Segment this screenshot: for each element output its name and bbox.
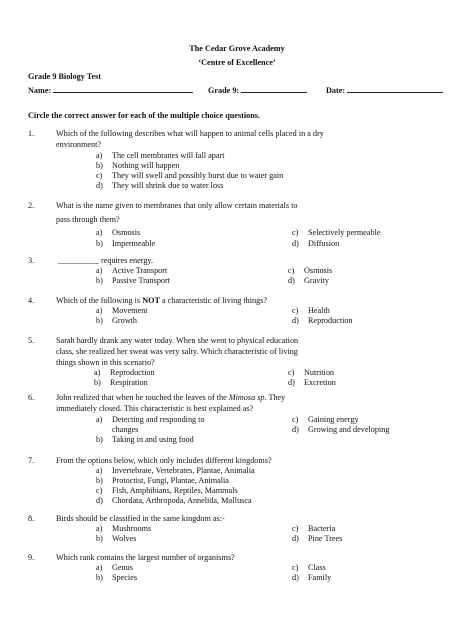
question-number: 8. [28, 514, 35, 523]
option-c[interactable]: c) They will swell and possibly burst due to water gain [96, 171, 284, 180]
answer-blank: __________ [58, 256, 99, 265]
option-d[interactable]: d) Excretion [288, 378, 336, 387]
option-a[interactable]: a) Movement [96, 306, 148, 315]
option-a[interactable]: a) The cell membranes will fall apart [96, 151, 225, 160]
option-c[interactable]: c) Selectively permeable [292, 228, 381, 237]
option-a[interactable]: a) Invertebrate, Vertebrates, Plantae, Animalia [96, 466, 255, 475]
option-c[interactable]: c) Nutrition [288, 368, 335, 377]
date-field[interactable] [347, 92, 443, 93]
option-a[interactable]: a) Active Transport [96, 266, 168, 275]
school-motto: ‘Centre of Excellence’ [198, 58, 276, 67]
question-text: Which rank contains the largest number of organisms? [56, 553, 235, 562]
question-number: 4. [28, 296, 35, 305]
option-d[interactable]: d) Gravity [288, 276, 330, 285]
question-number: 9. [28, 553, 35, 562]
option-d[interactable]: d) Family [292, 573, 332, 582]
name-field[interactable] [53, 92, 193, 93]
question-text: things shown in this scenario? [56, 358, 155, 367]
test-title: Grade 9 Biology Test [28, 72, 102, 81]
question-text: Which of the following is NOT a characteristic of living things? [56, 296, 268, 305]
option-b[interactable]: b) Impermeable [96, 239, 156, 248]
question-number: 2. [28, 201, 35, 210]
question-text: immediately closed. This characteristic is best explained as? [56, 404, 254, 413]
option-d[interactable]: d) Chordata, Arthropoda, Annelida, Mollusca [96, 496, 252, 505]
option-c[interactable]: c) Class [292, 563, 326, 572]
option-b[interactable]: b) Wolves [96, 534, 137, 543]
option-a[interactable]: a) Mushrooms [96, 524, 152, 533]
option-d[interactable]: d) Reproduction [292, 316, 353, 325]
question-text: environment? [56, 140, 102, 149]
question-number: 6. [28, 393, 35, 402]
date-label: Date: [326, 86, 346, 95]
question-text: Sarah hardly drank any water today. When she went to physical education [56, 336, 299, 345]
question-text: What is the name given to membranes that only allow certain materials to [56, 201, 298, 210]
option-d[interactable]: d) Growing and developing [292, 425, 390, 434]
question-text: John realized that when he touched the leaves of the Mimosa sp. They [56, 393, 286, 402]
school-name: The Cedar Grove Academy [189, 44, 285, 53]
name-row [28, 86, 193, 96]
question-text: Birds should be classified in the same kingdom as:- [56, 514, 225, 523]
emphasis: NOT [142, 296, 160, 305]
option-b[interactable]: b) Nothing will happen [96, 161, 180, 170]
option-b[interactable]: b) Protoctist, Fungi, Plantae, Animalia [96, 476, 229, 485]
option-a[interactable]: a) Genus [96, 563, 133, 572]
option-c[interactable]: c) Osmosis [288, 266, 333, 275]
option-b[interactable]: b) Respiration [94, 378, 148, 387]
option-c[interactable]: c) Fish, Amphibians, Reptiles, Mammals [96, 486, 238, 495]
option-c[interactable]: c) Health [292, 306, 330, 315]
grade-field[interactable] [241, 92, 307, 93]
option-a[interactable]: a) Detecting and responding to changes [96, 415, 205, 434]
option-b[interactable]: b) Growth [96, 316, 138, 325]
question-text: pass through them? [56, 215, 120, 224]
question-number: 3. [28, 256, 35, 265]
option-d[interactable]: d) Diffusion [292, 239, 340, 248]
question-number: 1. [28, 129, 35, 138]
grade-label: Grade 9: [208, 86, 240, 95]
option-d[interactable]: d) Pine Trees [292, 534, 343, 543]
question-number: 7. [28, 456, 35, 465]
option-d[interactable]: d) They will shrink due to water loss [96, 181, 224, 190]
question-text: From the options below, which only includes different kingdoms? [56, 456, 272, 465]
grade-row [208, 86, 307, 96]
instructions: Circle the correct answer for each of the multiple choice questions. [28, 111, 261, 120]
option-a[interactable]: a) Reproduction [94, 368, 155, 377]
date-row [326, 86, 443, 96]
question-text: __________ requires energy. [58, 256, 154, 265]
option-b[interactable]: b) Taking in and using food [96, 435, 194, 444]
option-c[interactable]: c) Bacteria [292, 524, 336, 533]
option-b[interactable]: b) Species [96, 573, 138, 582]
option-b[interactable]: b) Passive Transport [96, 276, 171, 285]
question-text: Which of the following describes what will happen to animal cells placed in a dry [56, 129, 324, 138]
option-a[interactable]: a) Osmosis [96, 228, 141, 237]
question-number: 5. [28, 336, 35, 345]
name-label: Name: [28, 86, 52, 95]
option-c[interactable]: c) Gaining energy [292, 415, 359, 424]
question-text: class, she realized her sweat was very salty. Which characteristic of living [56, 347, 298, 356]
species-name: Mimosa sp. [228, 393, 267, 402]
